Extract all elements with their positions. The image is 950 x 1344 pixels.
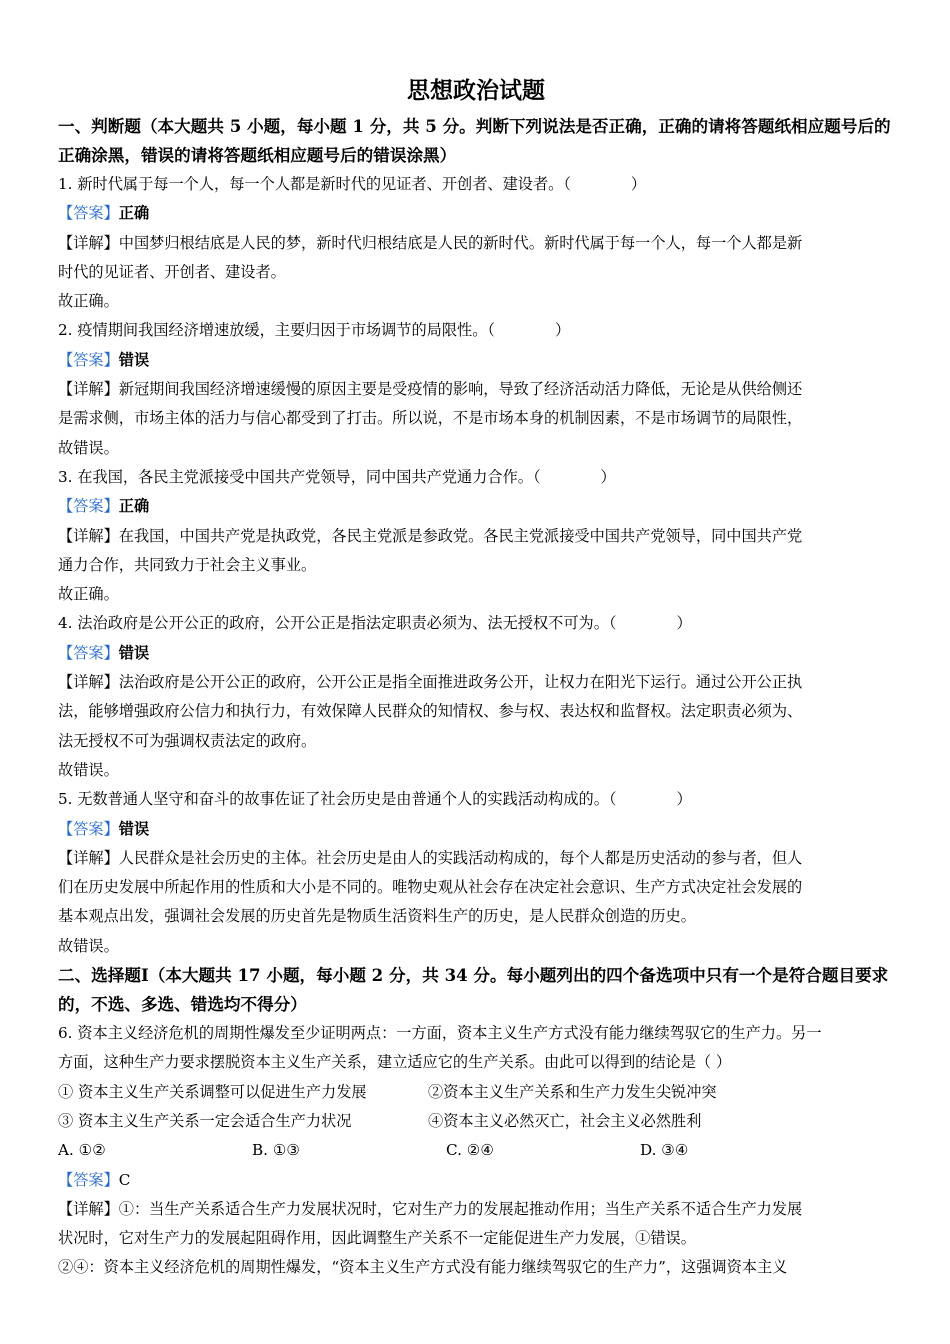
q6-option-c: C. ②④	[446, 1141, 494, 1160]
q2-detail-line1: 【详解】新冠期间我国经济增速缓慢的原因主要是受疫情的影响，导致了经济活动活力降低，无论是从供给侧还	[58, 380, 803, 399]
q6-detail-line2: 状况时，它对生产力的发展起阻碍作用，因此调整生产关系不一定能促进生产力发展，①错误。	[58, 1229, 696, 1248]
q3-conclusion: 故正确。	[58, 585, 119, 604]
q3-stem	[58, 463, 894, 492]
q3-paren-close: ）	[600, 467, 616, 486]
q5-conclusion: 故错误。	[58, 936, 119, 955]
q4-answer-tag: 【答案】	[58, 643, 119, 662]
document-page	[58, 74, 894, 1283]
section1-heading: 一、判断题（本大题共 5 小题，每小题 1 分，共 5 分。判断下列说法是否正确，正确的请将答题纸相应题号后的正确涂黑，错误的请将答题纸相应题号后的错误涂黑）	[58, 116, 891, 165]
q3-stem-text: 3. 在我国，各民主党派接受中国共产党领导，同中国共产党通力合作。（	[58, 467, 541, 486]
q5-detail-line3: 基本观点出发，强调社会发展的历史首先是物质生活资料生产的历史，是人民群众创造的历史。	[58, 907, 696, 926]
q6-option-b: B. ①③	[252, 1141, 301, 1160]
q6-statement-3: ③ 资本主义生产关系一定会适合生产力状况	[58, 1111, 352, 1130]
q6-detail-line1: 【详解】①：当生产关系适合生产力发展状况时，它对生产力的发展起推动作用；当生产关系不适合生产力发展	[58, 1199, 803, 1218]
q3-answer-tag: 【答案】	[58, 497, 119, 516]
section2-heading: 二、选择题Ⅰ（本大题共 17 小题，每小题 2 分，共 34 分。每小题列出的四个备选项中只有一个是符合题目要求的，不选、多选、错选均不得分）	[58, 965, 889, 1015]
q4-answer	[58, 639, 894, 668]
q5-answer-value: 错误	[118, 819, 150, 838]
q5-stem	[58, 785, 894, 814]
q6-option-d: D. ③④	[640, 1141, 689, 1160]
q2-conclusion: 故错误。	[58, 438, 119, 457]
q4-conclusion: 故错误。	[58, 760, 119, 779]
q5-answer-tag: 【答案】	[58, 819, 119, 838]
q4-answer-value: 错误	[118, 643, 150, 662]
q1-conclusion: 故正确。	[58, 292, 119, 311]
q1-answer-tag: 【答案】	[58, 204, 119, 223]
q3-answer-value: 正确	[118, 497, 150, 516]
q1-answer-value: 正确	[118, 204, 150, 223]
q2-stem-text: 2. 疫情期间我国经济增速放缓，主要归因于市场调节的局限性。（	[58, 321, 495, 340]
q4-stem	[58, 609, 894, 638]
q1-answer	[58, 199, 894, 228]
q6-option-a: A. ①②	[58, 1141, 106, 1160]
q2-answer	[58, 346, 894, 375]
q6-stem-line1: 6. 资本主义经济危机的周期性爆发至少证明两点：一方面，资本主义生产方式没有能力继续驾驭它的生产力。另一	[58, 1024, 822, 1043]
q4-detail-line3: 法无授权不可为强调权责法定的政府。	[58, 731, 317, 750]
q6-statement-4: ④资本主义必然灭亡，社会主义必然胜利	[428, 1111, 702, 1130]
q2-paren-close: ）	[554, 321, 571, 340]
q2-answer-tag: 【答案】	[58, 350, 119, 369]
q6-answer-tag: 【答案】	[58, 1170, 119, 1189]
q5-stem-text: 5. 无数普通人坚守和奋斗的故事佐证了社会历史是由普通个人的实践活动构成的。（	[58, 790, 617, 809]
q6-answer-value: C	[118, 1170, 131, 1189]
q4-detail-line2: 法，能够增强政府公信力和执行力，有效保障人民群众的知情权、参与权、表达权和监督权。法定职责必须为、	[58, 702, 803, 721]
q6-detail-line3: ②④：资本主义经济危机的周期性爆发，“资本主义生产方式没有能力继续驾驭它的生产力”，这强调资本主义	[58, 1258, 788, 1277]
q4-detail-line1: 【详解】法治政府是公开公正的政府，公开公正是指全面推进政务公开，让权力在阳光下运行。通过公开公正执	[58, 673, 803, 692]
q3-detail-line1: 【详解】在我国，中国共产党是执政党，各民主党派是参政党。各民主党派接受中国共产党领导，同中国共产党	[58, 526, 803, 545]
q2-detail-line2: 是需求侧，市场主体的活力与信心都受到了打击。所以说，不是市场本身的机制因素，不是市场调节的局限性，	[58, 409, 803, 428]
q2-answer-value: 错误	[118, 350, 150, 369]
q6-statement-2: ②资本主义生产关系和生产力发生尖锐冲突	[428, 1082, 717, 1101]
q6-statement-1: ① 资本主义生产关系调整可以促进生产力发展	[58, 1082, 367, 1101]
q6-stem-line2: 方面，这种生产力要求摆脱资本主义生产关系，建立适应它的生产关系。由此可以得到的结论是（ ）	[58, 1053, 732, 1072]
q1-detail-line1: 【详解】中国梦归根结底是人民的梦，新时代归根结底是人民的新时代。新时代属于每一个人，每一个人都是新	[58, 233, 803, 252]
q1-stem	[58, 170, 894, 199]
q2-stem	[58, 316, 894, 345]
q6-options	[58, 1136, 894, 1165]
q5-detail-line1: 【详解】人民群众是社会历史的主体。社会历史是由人的实践活动构成的，每个人都是历史活动的参与者，但人	[58, 848, 803, 867]
q1-paren-close: ）	[630, 175, 647, 193]
q6-statements-row1	[58, 1078, 894, 1107]
q1-stem-text: 1. 新时代属于每一个人，每一个人都是新时代的见证者、开创者、建设者。（	[58, 175, 571, 193]
page-title: 思想政治试题	[407, 77, 545, 104]
q6-statements-row2	[58, 1107, 894, 1136]
q6-answer	[58, 1166, 894, 1195]
q5-detail-line2: 们在历史发展中所起作用的性质和大小是不同的。唯物史观从社会存在决定社会意识、生产方式决定社会发展的	[58, 878, 803, 897]
q4-paren-close: ）	[676, 614, 692, 633]
q4-stem-text: 4. 法治政府是公开公正的政府，公开公正是指法定职责必须为、法无授权不可为。（	[58, 614, 617, 633]
q3-answer	[58, 492, 894, 521]
q5-paren-close: ）	[676, 790, 692, 809]
q1-detail-line2: 时代的见证者、开创者、建设者。	[58, 262, 286, 281]
q5-answer	[58, 815, 894, 844]
q3-detail-line2: 通力合作，共同致力于社会主义事业。	[58, 555, 317, 574]
